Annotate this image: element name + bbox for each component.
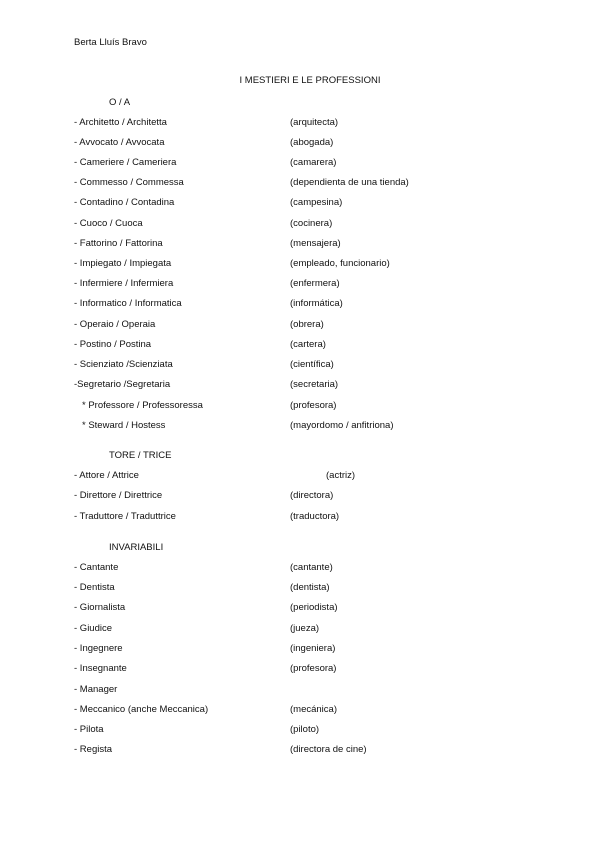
italian-term: - Cameriere / Cameriera: [74, 157, 177, 168]
list-item: [74, 663, 494, 675]
list-item: [74, 137, 494, 149]
spanish-translation: (obrera): [290, 319, 324, 330]
spanish-translation: (directora): [290, 490, 334, 501]
list-item: [74, 724, 494, 736]
italian-term: - Giudice: [74, 623, 113, 634]
list-item: [74, 562, 494, 574]
italian-term: - Meccanico (anche Meccanica): [74, 704, 209, 715]
spanish-translation: (profesora): [290, 400, 337, 411]
italian-term: - Informatico / Informatica: [74, 298, 182, 309]
italian-term: - Impiegato / Impiegata: [74, 258, 172, 269]
italian-term: - Scienziato /Scienziata: [74, 359, 173, 370]
italian-term: - Traduttore / Traduttrice: [74, 511, 176, 522]
italian-term: - Giornalista: [74, 602, 126, 613]
list-item: [74, 218, 494, 230]
italian-term: - Pilota: [74, 724, 104, 735]
list-item: [74, 359, 494, 371]
list-item: [74, 339, 494, 351]
italian-term: - Architetto / Architetta: [74, 117, 167, 128]
list-item: [74, 400, 494, 412]
italian-term: - Avvocato / Avvocata: [74, 137, 165, 148]
spanish-translation: (arquitecta): [290, 117, 339, 128]
author-name: Berta Lluís Bravo: [74, 37, 147, 48]
list-item: [74, 490, 494, 502]
spanish-translation: (cocinera): [290, 218, 333, 229]
italian-term: - Operaio / Operaia: [74, 319, 156, 330]
spanish-translation: (mensajera): [290, 238, 341, 249]
italian-term: - Cuoco / Cuoca: [74, 218, 143, 229]
list-item: [74, 177, 494, 189]
italian-term: - Ingegnere: [74, 643, 123, 654]
italian-term: - Manager: [74, 684, 118, 695]
list-item: [74, 643, 494, 655]
spanish-translation: (mecánica): [290, 704, 337, 715]
list-item: [74, 157, 494, 169]
section-heading-tore-trice: TORE / TRICE: [109, 450, 172, 461]
list-item: [74, 197, 494, 209]
spanish-translation: (dependienta de una tienda): [290, 177, 409, 188]
spanish-translation: (piloto): [290, 724, 320, 735]
spanish-translation: (camarera): [290, 157, 337, 168]
section-heading-invariabili: INVARIABILI: [109, 542, 164, 553]
list-item: [74, 704, 494, 716]
italian-term: - Commesso / Commessa: [74, 177, 184, 188]
spanish-translation: (traductora): [290, 511, 340, 522]
page-title: I MESTIERI E LE PROFESSIONI: [239, 75, 381, 86]
spanish-translation: (cantante): [290, 562, 333, 573]
spanish-translation: (enfermera): [290, 278, 340, 289]
list-item: [74, 582, 494, 594]
spanish-translation: (periodista): [290, 602, 338, 613]
spanish-translation: (empleado, funcionario): [290, 258, 390, 269]
spanish-translation: (informática): [290, 298, 343, 309]
spanish-translation: (ingeniera): [290, 643, 336, 654]
italian-term: - Attore / Attrice: [74, 470, 139, 481]
italian-term: - Postino / Postina: [74, 339, 152, 350]
italian-term: - Direttore / Direttrice: [74, 490, 163, 501]
spanish-translation: (campesina): [290, 197, 343, 208]
list-item: [74, 602, 494, 614]
italian-term: * Professore / Professoressa: [82, 400, 203, 411]
spanish-translation: (directora de cine): [290, 744, 367, 755]
spanish-translation: (actriz): [326, 470, 356, 481]
spanish-translation: (científica): [290, 359, 334, 370]
list-item: [74, 379, 494, 391]
list-item: [74, 278, 494, 290]
spanish-translation: (cartera): [290, 339, 326, 350]
spanish-translation: (jueza): [290, 623, 320, 634]
italian-term: * Steward / Hostess: [82, 420, 166, 431]
list-item: [74, 298, 494, 310]
list-item: [74, 117, 494, 129]
italian-term: - Infermiere / Infermiera: [74, 278, 174, 289]
italian-term: -Segretario /Segretaria: [74, 379, 171, 390]
italian-term: - Fattorino / Fattorina: [74, 238, 163, 249]
spanish-translation: (secretaria): [290, 379, 339, 390]
spanish-translation: (abogada): [290, 137, 334, 148]
list-item: [74, 744, 494, 756]
italian-term: - Contadino / Contadina: [74, 197, 175, 208]
list-item: [74, 623, 494, 635]
spanish-translation: (profesora): [290, 663, 337, 674]
list-item: [74, 238, 494, 250]
list-item: [74, 420, 494, 432]
list-item: [74, 319, 494, 331]
spanish-translation: (dentista): [290, 582, 330, 593]
italian-term: - Cantante: [74, 562, 119, 573]
italian-term: - Insegnante: [74, 663, 127, 674]
list-item: [74, 511, 494, 523]
italian-term: - Regista: [74, 744, 113, 755]
italian-term: - Dentista: [74, 582, 115, 593]
list-item: [74, 258, 494, 270]
spanish-translation: (mayordomo / anfitriona): [290, 420, 394, 431]
section-heading-o-a: O / A: [109, 97, 131, 108]
list-item: [74, 684, 494, 696]
list-item: [74, 470, 494, 482]
